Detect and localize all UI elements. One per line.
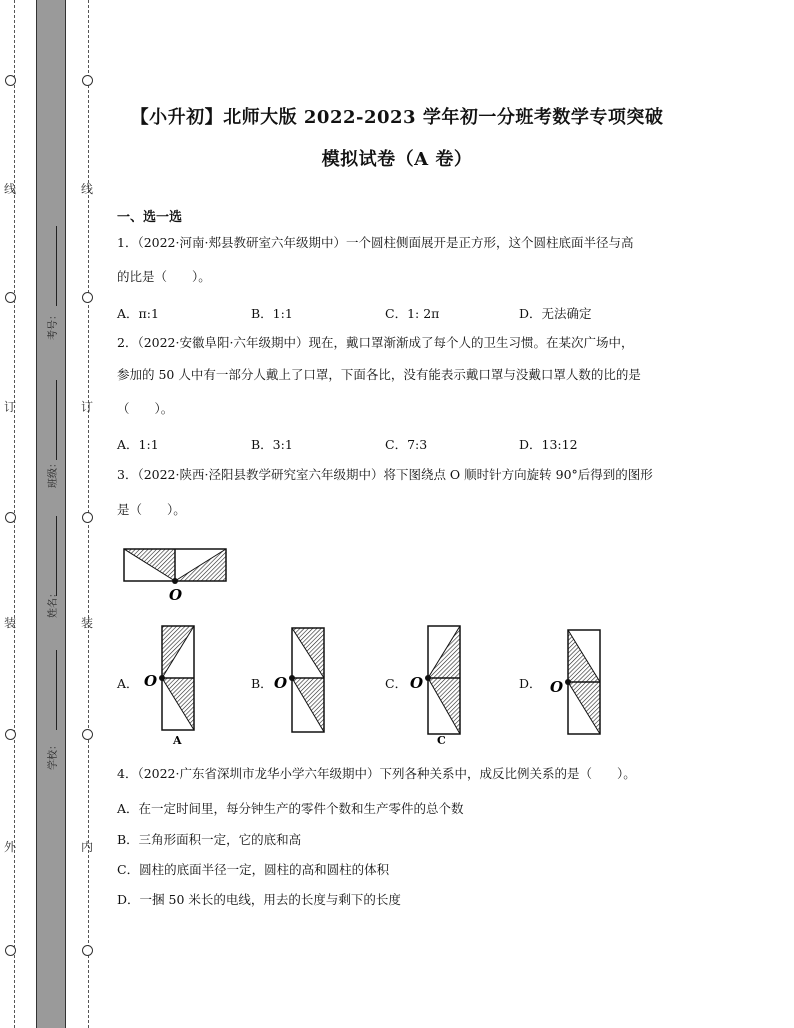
q3-option-a-figure[interactable]	[140, 620, 200, 747]
field-school-line[interactable]	[56, 650, 57, 730]
margin-char-outer: 装	[4, 616, 17, 630]
svg-text:O: O	[274, 674, 288, 692]
binding-hole	[82, 75, 93, 86]
q1-option-b[interactable]: B．1:1	[251, 306, 293, 321]
binding-hole	[82, 945, 93, 956]
margin-char-inner: 订	[81, 400, 94, 414]
field-school-label: 学校：	[48, 740, 59, 770]
svg-text:O: O	[550, 678, 564, 696]
svg-text:O: O	[410, 674, 424, 692]
q1-option-a[interactable]: A．π:1	[117, 306, 159, 321]
q1-option-d[interactable]: D．无法确定	[519, 306, 592, 321]
q2-option-a[interactable]: A．1:1	[117, 437, 159, 452]
field-name-line[interactable]	[56, 516, 57, 596]
q1-option-c[interactable]: C．1: 2π	[385, 306, 440, 321]
binding-hole	[5, 512, 16, 523]
margin-char-outer: 外	[4, 840, 17, 854]
field-class-label: 班级：	[48, 458, 59, 488]
binding-hole	[82, 729, 93, 740]
binding-hole	[5, 292, 16, 303]
margin-char-inner: 装	[81, 616, 94, 630]
q2-option-c[interactable]: C．7:3	[385, 437, 428, 452]
svg-text:C: C	[437, 734, 446, 747]
field-class-line[interactable]	[56, 380, 57, 460]
question-2-text: 2．（2022·安徽阜阳·六年级期中）现在，戴口罩渐渐成了每个人的卫生习惯。在某次广场中，	[117, 335, 634, 350]
binding-hole	[82, 512, 93, 523]
margin-char-inner: 内	[81, 840, 94, 854]
q3-option-b-figure[interactable]	[272, 622, 332, 742]
q3-option-d-label[interactable]: D．	[519, 676, 542, 691]
margin-char-outer: 线	[4, 182, 17, 196]
q3-option-c-label[interactable]: C．	[385, 676, 408, 691]
margin-char-inner: 线	[81, 182, 94, 196]
q4-option-b[interactable]: B．三角形面积一定，它的底和高	[117, 832, 302, 847]
q4-option-a[interactable]: A．在一定时间里，每分钟生产的零件个数和生产零件的总个数	[117, 801, 464, 816]
binding-hole	[5, 75, 16, 86]
q4-option-d[interactable]: D．一捆 50 米长的电线，用去的长度与剩下的长度	[117, 892, 401, 907]
q2-option-d[interactable]: D．13:12	[519, 437, 578, 452]
q4-option-c[interactable]: C．圆柱的底面半径一定，圆柱的高和圆柱的体积	[117, 862, 390, 877]
question-2-text: （ ）。	[117, 401, 174, 416]
q2-option-b[interactable]: B．3:1	[251, 437, 293, 452]
q3-option-c-figure[interactable]	[406, 620, 470, 747]
field-exam-number-line[interactable]	[56, 226, 57, 306]
pivot-point	[172, 578, 178, 584]
page-subtitle: 模拟试卷（A 卷）	[321, 149, 473, 170]
question-1-text: 1．（2022·河南·郏县教研室六年级期中）一个圆柱侧面展开是正方形，这个圆柱底面半径与高	[117, 235, 634, 250]
question-1-text: 的比是（ ）。	[117, 269, 211, 284]
q3-option-a-label[interactable]: A．	[117, 676, 139, 691]
question-2-text: 参加的 50 人中有一部分人戴上了口罩，下面各比，没有能表示戴口罩与没戴口罩人数的比的是	[117, 367, 641, 382]
question-3-text: 是（ ）。	[117, 502, 186, 517]
svg-text:A: A	[173, 734, 182, 747]
question-3-text: 3．（2022·陕西·泾阳县教学研究室六年级期中）将下图绕点 O 顺时针方向旋转 90°后得到的图形	[117, 467, 653, 482]
section-heading: 一、选一选	[117, 210, 183, 225]
q3-option-d-figure[interactable]	[546, 624, 606, 740]
q3-option-b-label[interactable]: B．	[251, 676, 273, 691]
binding-hole	[82, 292, 93, 303]
svg-text:O: O	[144, 672, 158, 690]
field-exam-number-label: 考号：	[48, 310, 59, 340]
margin-char-outer: 订	[4, 400, 17, 414]
question-4-text: 4．（2022·广东省深圳市龙华小学六年级期中）下列各种关系中，成反比例关系的是（ ）。	[117, 766, 636, 781]
pivot-label: O	[169, 586, 183, 604]
field-name-label: 姓名：	[48, 588, 59, 618]
binding-hole	[5, 945, 16, 956]
binding-hole	[5, 729, 16, 740]
q3-original-figure	[118, 545, 232, 603]
page-title: 【小升初】北师大版 2022-2023 学年初一分班考数学专项突破	[130, 107, 664, 128]
